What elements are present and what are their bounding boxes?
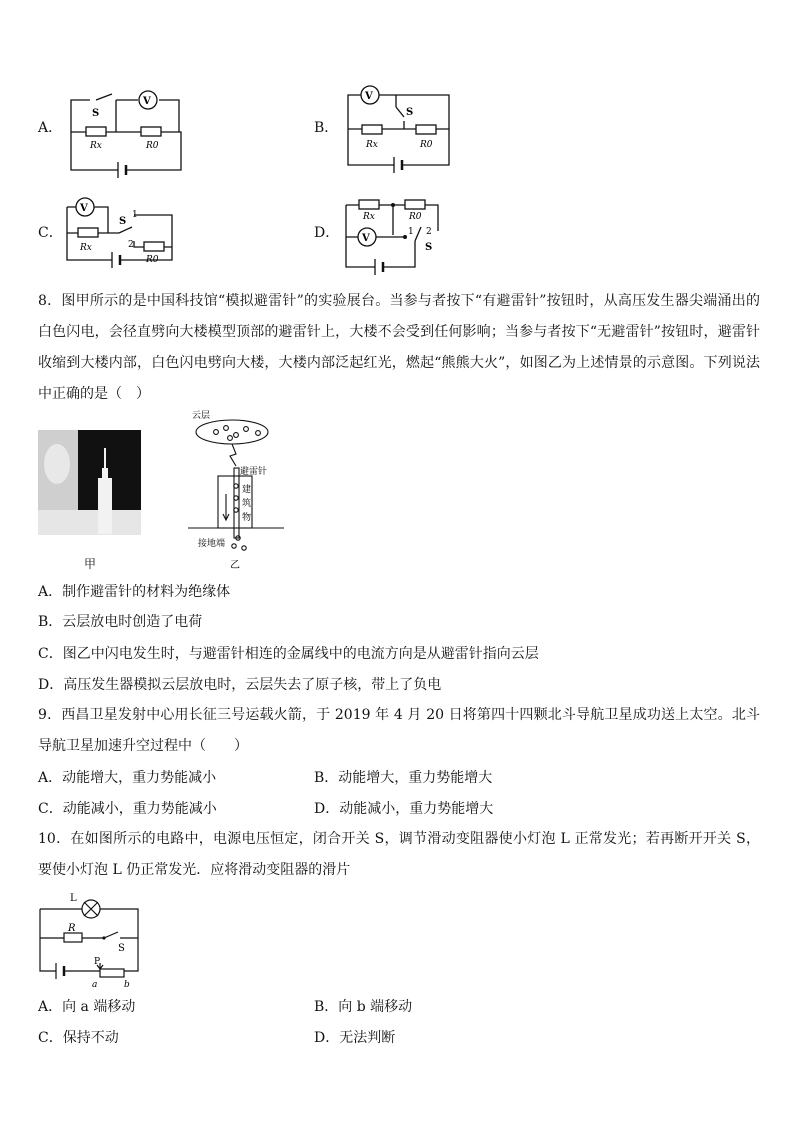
q8-photo-jia xyxy=(38,430,141,535)
end-b-label: b xyxy=(124,980,130,990)
q7-circuit-a xyxy=(66,92,206,172)
building-label-2: 筑 xyxy=(242,499,252,509)
ground-label: 接地端 xyxy=(198,539,226,549)
end-a-label: a xyxy=(92,980,98,990)
q9-option-a: A．动能增大，重力势能减小 xyxy=(38,770,217,786)
rx-label: Rx xyxy=(363,212,375,222)
p2-label: 2 xyxy=(426,227,432,237)
q10-circuit xyxy=(38,893,148,988)
label: S xyxy=(92,108,100,119)
q7-option-d-letter: D． xyxy=(314,225,340,241)
meter-label: V xyxy=(80,203,88,214)
r0-label: R0 xyxy=(146,255,159,265)
q8-fig-jia-caption: 甲 xyxy=(84,557,97,571)
r0-label: R0 xyxy=(420,140,433,150)
rx-label: Rx xyxy=(366,140,378,150)
building-label-3: 物 xyxy=(242,513,252,523)
q8-option-b: B．云层放电时创造了电荷 xyxy=(38,614,203,630)
q7-option-a-letter: A． xyxy=(38,120,63,136)
q8-fig-yi xyxy=(188,410,298,570)
q7-circuit-c xyxy=(64,195,184,275)
r-label: R xyxy=(68,923,76,934)
q10-stem: 10．在如图所示的电路中，电源电压恒定，闭合开关 S，调节滑动变阻器使小灯泡 L 正常发光；若再断开开关 S，要使小灯泡 L 仍正常发光．应将滑动变阻器的滑片 xyxy=(38,831,760,878)
cloud-label: 云层 xyxy=(192,411,211,421)
q8-stem: 8．图甲所示的是中国科技馆“模拟避雷针”的实验展台。当参与者按下“有避雷针”按钮时，从高压发生器尖端涌出的白色闪电，会径直劈向大楼模型顶部的避雷针上，大楼不会受到任何影响；当参与者按下“无避雷针”按钮时，避雷针收缩到大楼内部，白色闪电劈向大楼，大楼内部泛起红光，燃起“熊熊大火”，如图乙为上述情景的示意图。下列说法中正确的是（ ） xyxy=(38,293,760,402)
meter-label: V xyxy=(143,96,151,107)
lamp-label: L xyxy=(70,893,77,904)
q7-option-b-letter: B． xyxy=(314,120,339,136)
q8-option-a: A．制作避雷针的材料为绝缘体 xyxy=(38,584,231,600)
q8-option-c: C．图乙中闪电发生时，与避雷针相连的金属线中的电流方向是从避雷针指向云层 xyxy=(38,646,539,662)
meter-label: V xyxy=(362,233,370,244)
r0-label: R0 xyxy=(146,141,159,151)
q9-option-d: D．动能减小，重力势能增大 xyxy=(314,801,494,817)
slider-label: P xyxy=(94,957,101,967)
p1-label: 1 xyxy=(408,227,414,237)
p2-label: 2 xyxy=(128,240,134,250)
building-label-1: 建 xyxy=(242,485,252,495)
switch-label: S xyxy=(406,107,414,118)
rx-label: Rx xyxy=(80,243,92,253)
p1-label: 1 xyxy=(132,210,138,220)
q9-option-b: B．动能增大，重力势能增大 xyxy=(314,770,493,786)
r0-label: R0 xyxy=(409,212,422,222)
switch-label: S xyxy=(118,943,125,954)
q7-option-c-letter: C． xyxy=(38,225,63,241)
q10-option-a: A．向 a 端移动 xyxy=(38,999,136,1015)
q9-option-c: C．动能减小，重力势能减小 xyxy=(38,801,217,817)
q10-option-d: D．无法判断 xyxy=(314,1030,396,1046)
q10-option-b: B．向 b 端移动 xyxy=(314,999,413,1015)
q7-circuit-d xyxy=(343,195,453,275)
q8-option-d: D．高压发生器模拟云层放电时，云层失去了原子核，带上了负电 xyxy=(38,677,442,693)
rx-label: Rx xyxy=(90,141,102,151)
q10-option-c: C．保持不动 xyxy=(38,1030,119,1046)
switch-label: S xyxy=(119,216,127,227)
rod-label: 避雷针 xyxy=(240,467,268,477)
q7-circuit-b xyxy=(344,87,454,167)
meter-label: V xyxy=(365,91,373,102)
q9-stem: 9．西昌卫星发射中心用长征三号运载火箭，于 2019 年 4 月 20 日将第四十四颗北斗导航卫星成功送上太空。北斗导航卫星加速升空过程中（ ） xyxy=(38,707,760,754)
switch-label: S xyxy=(425,242,433,253)
fig-yi-caption: 乙 xyxy=(230,560,240,571)
